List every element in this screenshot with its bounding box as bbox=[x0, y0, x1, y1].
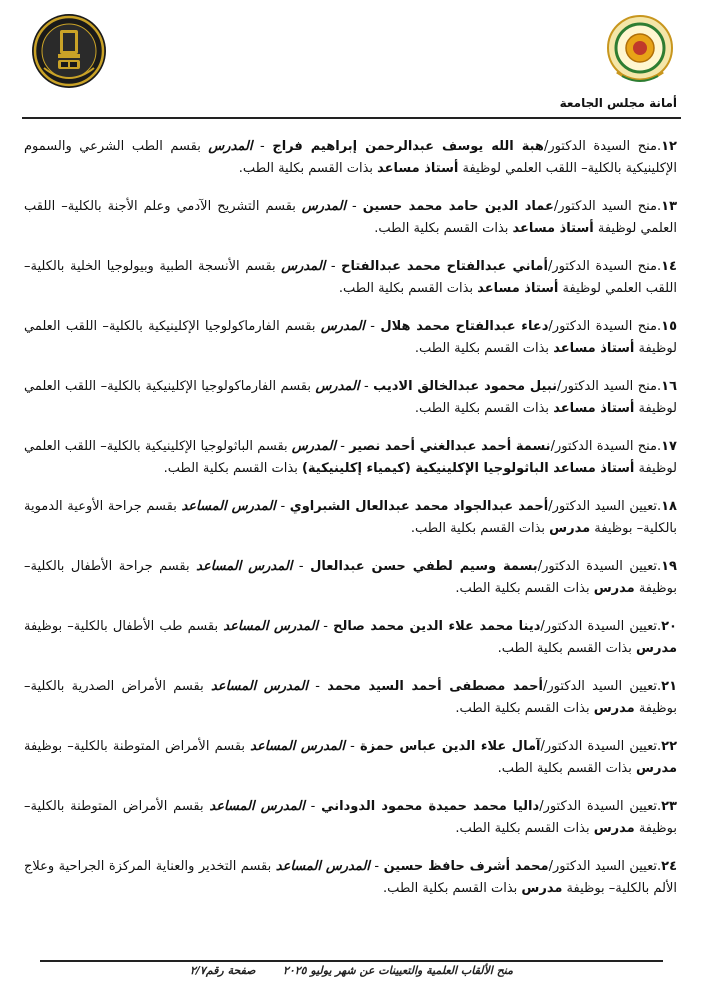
item-verb: منح السيدة الدكتور/ bbox=[550, 439, 657, 454]
current-role: المدرس المساعد bbox=[209, 799, 305, 814]
department-text: بقسم الأمراض المتوطنة بالكلية– بوظيفة bbox=[24, 799, 677, 836]
list-item: ١٩.تعيين السيدة الدكتور/بسمة وسيم لطفي حسن عبدالعال - المدرس المساعد بقسم جراحة الأطفال بالكلية– بوظيفة مدرس بذات القسم بكلية الطب. bbox=[24, 559, 677, 596]
decisions-list bbox=[24, 136, 677, 916]
department-text: بقسم الباثولوجيا الإكلينيكية بالكلية– اللقب العلمي لوظيفة bbox=[24, 439, 677, 476]
closing-text: بذات القسم بكلية الطب. bbox=[238, 161, 378, 176]
list-item: ١٧.منح السيدة الدكتور/نسمة أحمد عبدالغني أحمد نصير - المدرس بقسم الباثولوجيا الإكلينيكية بالكلية– اللقب العلمي لوظيفة أستاذ مساعد الباثولوجيا الإكلينيكية (كيمياء إكلينيكية) بذات القسم بكلية الطب. bbox=[24, 439, 677, 476]
current-role: المدرس المساعد bbox=[223, 619, 319, 634]
person-name: عماد الدين حامد محمد حسين bbox=[362, 199, 554, 214]
person-name: نسمة أحمد عبدالغني أحمد نصير bbox=[349, 439, 551, 454]
list-item: ٢٤.تعيين السيد الدكتور/محمد أشرف حافظ حسين - المدرس المساعد بقسم التخدير والعناية المركزة الجراحية وعلاج الألم بالكلية– بوظيفة مدرس بذات القسم بكلية الطب. bbox=[24, 859, 678, 896]
list-item: ١٢.منح السيدة الدكتور/هبة الله يوسف عبدالرحمن إبراهيم فراج - المدرس بقسم الطب الشرعي والسموم الإكلينيكية بالكلية– اللقب العلمي لوظيفة أستاذ مساعد بذات القسم بكلية الطب. bbox=[24, 139, 677, 176]
person-name: أحمد مصطفى أحمد السيد محمد bbox=[327, 679, 544, 694]
item-number: ٢١ bbox=[661, 679, 678, 694]
closing-text: بذات القسم بكلية الطب. bbox=[414, 401, 554, 416]
page-number: صفحة رقم٢/٧ bbox=[190, 964, 256, 977]
new-position: أستاذ مساعد الباثولوجيا الإكلينيكية (كيمياء إكلينيكية) bbox=[301, 461, 635, 476]
closing-text: بذات القسم بكلية الطب. bbox=[163, 461, 302, 476]
person-name: دعاء عبدالفتاح محمد هلال bbox=[380, 319, 549, 334]
closing-text: بذات القسم بكلية الطب. bbox=[374, 221, 513, 236]
item-number: ١٥ bbox=[661, 319, 678, 334]
item-verb: تعيين السيد الدكتور/ bbox=[548, 499, 657, 514]
person-name: أحمد عبدالجواد محمد عبدالعال الشبراوي bbox=[289, 499, 549, 514]
footer-title: منح الألقاب العلمية والتعيينات عن شهر يوليو ٢٠٢٥ bbox=[282, 964, 513, 977]
item-verb: منح السيدة الدكتور/ bbox=[547, 259, 657, 274]
new-position: أستاذ مساعد bbox=[553, 401, 635, 416]
closing-text: بذات القسم بكلية الطب. bbox=[414, 341, 554, 356]
item-number: ٢٢ bbox=[661, 739, 678, 754]
person-name: نبيل محمود عبدالخالق الاديب bbox=[373, 379, 558, 394]
list-item: ١٦.منح السيد الدكتور/نبيل محمود عبدالخالق الاديب - المدرس بقسم الفارماكولوجيا الإكلينيكية بالكلية– اللقب العلمي لوظيفة أستاذ مساعد بذات القسم بكلية الطب. bbox=[24, 379, 678, 416]
item-number: ٢٤ bbox=[661, 859, 678, 874]
person-name: داليا محمد حميدة محمود الدوداني bbox=[321, 799, 540, 814]
item-verb: منح السيدة الدكتور/ bbox=[543, 139, 657, 154]
closing-text: بذات القسم بكلية الطب. bbox=[410, 521, 550, 536]
closing-text: بذات القسم بكلية الطب. bbox=[497, 761, 637, 776]
department-text: بقسم التشريح الآدمي وعلم الأجنة بالكلية– اللقب العلمي لوظيفة bbox=[24, 199, 677, 236]
new-position: مدرس bbox=[593, 701, 635, 716]
new-position: مدرس bbox=[636, 641, 677, 656]
current-role: المدرس bbox=[208, 139, 253, 154]
item-verb: تعيين السيدة الدكتور/ bbox=[537, 559, 657, 574]
person-name: أماني عبدالفتاح محمد عبدالفتاح bbox=[341, 259, 548, 274]
person-name: هبة الله يوسف عبدالرحمن إبراهيم فراج bbox=[272, 139, 544, 154]
person-name: دينا محمد علاء الدين محمد صالح bbox=[333, 619, 541, 634]
current-role: المدرس bbox=[315, 379, 360, 394]
person-name: محمد أشرف حافظ حسين bbox=[383, 859, 549, 874]
list-item: ٢٣.تعيين السيدة الدكتور/داليا محمد حميدة محمود الدوداني - المدرس المساعد بقسم الأمراض المتوطنة بالكلية– بوظيفة مدرس بذات القسم بكلية الطب. bbox=[24, 799, 677, 836]
new-position: مدرس bbox=[549, 521, 591, 536]
header-divider bbox=[22, 117, 681, 119]
item-number: ٢٣ bbox=[661, 799, 677, 814]
list-item: ١٥.منح السيدة الدكتور/دعاء عبدالفتاح محمد هلال - المدرس بقسم الفارماكولوجيا الإكلينيكية بالكلية– اللقب العلمي لوظيفة أستاذ مساعد بذات القسم بكلية الطب. bbox=[24, 319, 678, 356]
department-text: بقسم الفارماكولوجيا الإكلينيكية بالكلية– اللقب العلمي لوظيفة bbox=[24, 379, 677, 416]
current-role: المدرس bbox=[320, 319, 365, 334]
list-item: ٢٢.تعيين السيدة الدكتور/آمال علاء الدين عباس حمزة - المدرس المساعد بقسم الأمراض المتوطنة بالكلية– بوظيفة مدرس بذات القسم بكلية الطب. bbox=[24, 739, 678, 776]
new-position: أستاذ مساعد bbox=[553, 341, 635, 356]
item-verb: منح السيد الدكتور/ bbox=[557, 379, 657, 394]
council-secretariat-label: أمانة مجلس الجامعة bbox=[559, 96, 677, 110]
footer-divider bbox=[40, 960, 663, 962]
mansoura-university-seal-icon bbox=[605, 14, 675, 92]
current-role: المدرس bbox=[281, 259, 326, 274]
department-text: بقسم الطب الشرعي والسموم الإكلينيكية بالكلية– اللقب العلمي لوظيفة bbox=[24, 139, 677, 176]
item-number: ١٦ bbox=[661, 379, 678, 394]
current-role: المدرس المساعد bbox=[250, 739, 345, 754]
new-position: مدرس bbox=[593, 821, 635, 836]
current-role: المدرس bbox=[291, 439, 336, 454]
closing-text: بذات القسم بكلية الطب. bbox=[455, 821, 594, 836]
item-verb: تعيين السيدة الدكتور/ bbox=[540, 619, 657, 634]
item-number: ١٩ bbox=[661, 559, 677, 574]
department-text: بقسم الأنسجة الطبية وبيولوجيا الخلية بالكلية– اللقب العلمي لوظيفة bbox=[24, 259, 677, 296]
item-verb: تعيين السيدة الدكتور/ bbox=[540, 739, 657, 754]
department-text: بقسم الأمراض الصدرية بالكلية– بوظيفة bbox=[24, 679, 677, 716]
item-number: ٢٠ bbox=[661, 619, 677, 634]
department-text: بقسم التخدير والعناية المركزة الجراحية وعلاج الألم بالكلية– بوظيفة bbox=[24, 859, 677, 896]
new-position: أستاذ مساعد bbox=[477, 281, 559, 296]
item-verb: منح السيد الدكتور/ bbox=[553, 199, 657, 214]
list-item: ٢١.تعيين السيد الدكتور/أحمد مصطفى أحمد السيد محمد - المدرس المساعد بقسم الأمراض الصدرية بالكلية– بوظيفة مدرس بذات القسم بكلية الطب. bbox=[24, 679, 678, 716]
item-verb: تعيين السيد الدكتور/ bbox=[548, 859, 657, 874]
person-name: آمال علاء الدين عباس حمزة bbox=[359, 739, 541, 754]
current-role: المدرس المساعد bbox=[275, 859, 370, 874]
item-number: ١٢ bbox=[661, 139, 677, 154]
item-verb: تعيين السيد الدكتور/ bbox=[543, 679, 657, 694]
closing-text: بذات القسم بكلية الطب. bbox=[383, 881, 522, 896]
department-text: بقسم طب الأطفال بالكلية– بوظيفة bbox=[24, 619, 224, 634]
list-item: ١٨.تعيين السيد الدكتور/أحمد عبدالجواد محمد عبدالعال الشبراوي - المدرس المساعد بقسم جراحة الأوعية الدموية بالكلية– بوظيفة مدرس بذات القسم بكلية الطب. bbox=[24, 499, 677, 536]
closing-text: بذات القسم بكلية الطب. bbox=[455, 581, 594, 596]
current-role: المدرس المساعد bbox=[196, 559, 293, 574]
item-number: ١٣ bbox=[661, 199, 678, 214]
new-position: مدرس bbox=[593, 581, 635, 596]
current-role: المدرس المساعد bbox=[181, 499, 276, 514]
list-item: ٢٠.تعيين السيدة الدكتور/دينا محمد علاء الدين محمد صالح - المدرس المساعد بقسم طب الأطفال بالكلية– بوظيفة مدرس بذات القسم بكلية الطب. bbox=[24, 619, 677, 656]
item-verb: منح السيدة الدكتور/ bbox=[548, 319, 657, 334]
closing-text: بذات القسم بكلية الطب. bbox=[338, 281, 478, 296]
list-item: ١٤.منح السيدة الدكتور/أماني عبدالفتاح محمد عبدالفتاح - المدرس بقسم الأنسجة الطبية وبيولوجيا الخلية بالكلية– اللقب العلمي لوظيفة أستاذ مساعد بذات القسم بكلية الطب. bbox=[24, 259, 677, 296]
new-position: أستاذ مساعد bbox=[512, 221, 594, 236]
person-name: بسمة وسيم لطفي حسن عبدالعال bbox=[310, 559, 538, 574]
item-verb: تعيين السيدة الدكتور/ bbox=[539, 799, 657, 814]
closing-text: بذات القسم بكلية الطب. bbox=[455, 701, 594, 716]
current-role: المدرس bbox=[301, 199, 346, 214]
item-number: ١٤ bbox=[661, 259, 677, 274]
department-text: بقسم جراحة الأطفال بالكلية– بوظيفة bbox=[24, 559, 677, 596]
faculty-50-anniversary-seal-icon bbox=[30, 12, 108, 90]
new-position: مدرس bbox=[636, 761, 677, 776]
item-number: ١٧ bbox=[661, 439, 677, 454]
department-text: بقسم الفارماكولوجيا الإكلينيكية بالكلية– اللقب العلمي لوظيفة bbox=[24, 319, 677, 356]
current-role: المدرس المساعد bbox=[210, 679, 308, 694]
department-text: بقسم الأمراض المتوطنة بالكلية– بوظيفة bbox=[24, 739, 251, 754]
list-item: ١٣.منح السيد الدكتور/عماد الدين حامد محمد حسين - المدرس بقسم التشريح الآدمي وعلم الأجنة بالكلية– اللقب العلمي لوظيفة أستاذ مساعد بذات القسم بكلية الطب. bbox=[24, 199, 678, 236]
item-number: ١٨ bbox=[661, 499, 677, 514]
new-position: مدرس bbox=[521, 881, 563, 896]
department-text: بقسم جراحة الأوعية الدموية بالكلية– بوظيفة bbox=[24, 499, 677, 536]
new-position: أستاذ مساعد bbox=[377, 161, 459, 176]
closing-text: بذات القسم بكلية الطب. bbox=[497, 641, 637, 656]
